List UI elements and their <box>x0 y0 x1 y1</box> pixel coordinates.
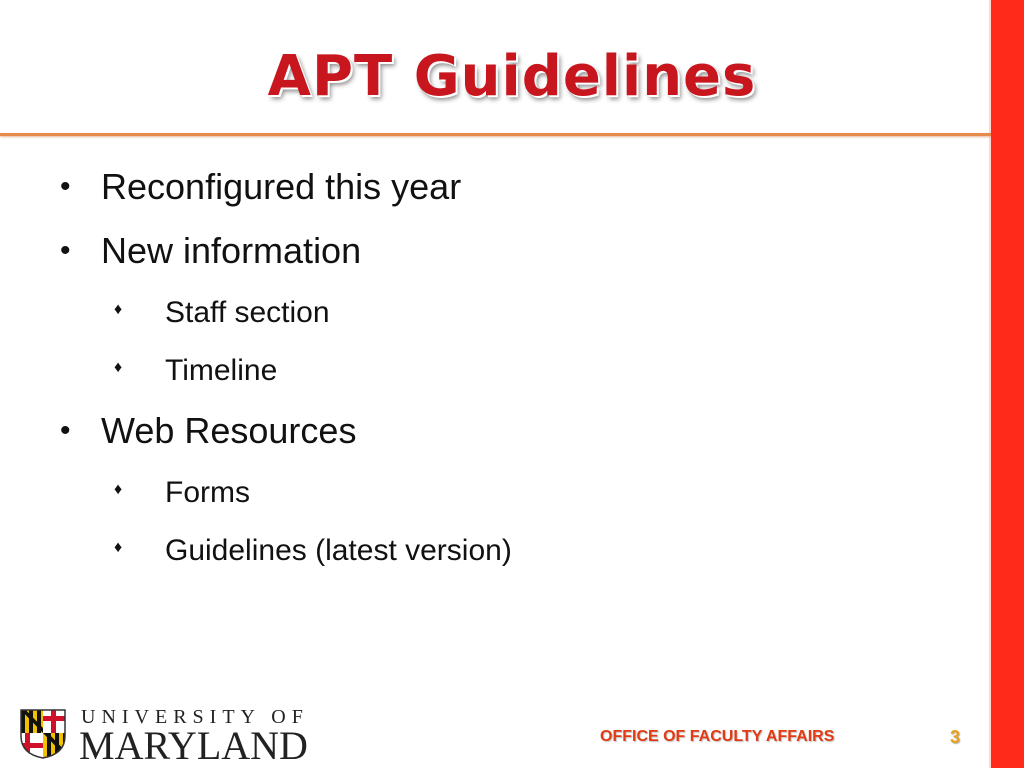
logo-line-maryland: MARYLAND <box>79 723 308 768</box>
maryland-flag-icon <box>17 706 69 760</box>
sub-bullet-item <box>0 528 960 586</box>
sub-bullet-text: Forms <box>165 476 250 509</box>
bullet-item <box>0 226 960 290</box>
diamond-bullet-icon: ♦ <box>114 539 123 556</box>
bullet-dot-icon: • <box>60 414 71 447</box>
sub-bullet-item <box>0 290 960 348</box>
diamond-bullet-icon: ♦ <box>114 481 123 498</box>
diamond-bullet-icon: ♦ <box>114 359 123 376</box>
page-number: 3 <box>950 727 961 747</box>
sub-bullet-text: Timeline <box>165 354 278 387</box>
sub-bullet-item <box>0 470 960 528</box>
bullet-text: Web Resources <box>101 410 357 451</box>
diamond-bullet-icon: ♦ <box>114 301 123 318</box>
logo-line-university: UNIVERSITY OF <box>81 706 309 728</box>
bullet-dot-icon: • <box>60 234 71 267</box>
bullet-item <box>0 406 960 470</box>
title-divider <box>0 133 991 136</box>
sub-bullet-item <box>0 348 960 406</box>
bullet-list <box>0 162 960 586</box>
university-logo <box>17 704 337 768</box>
footer-office-name: OFFICE OF FACULTY AFFAIRS <box>600 728 835 745</box>
bullet-text: Reconfigured this year <box>101 166 462 207</box>
bullet-item <box>0 162 960 226</box>
slide-title: APT Guidelines <box>267 44 757 109</box>
accent-bar <box>989 0 1024 768</box>
bullet-dot-icon: • <box>60 170 71 203</box>
sub-bullet-text: Guidelines (latest version) <box>165 534 512 567</box>
bullet-text: New information <box>101 230 362 271</box>
sub-bullet-text: Staff section <box>165 296 330 329</box>
